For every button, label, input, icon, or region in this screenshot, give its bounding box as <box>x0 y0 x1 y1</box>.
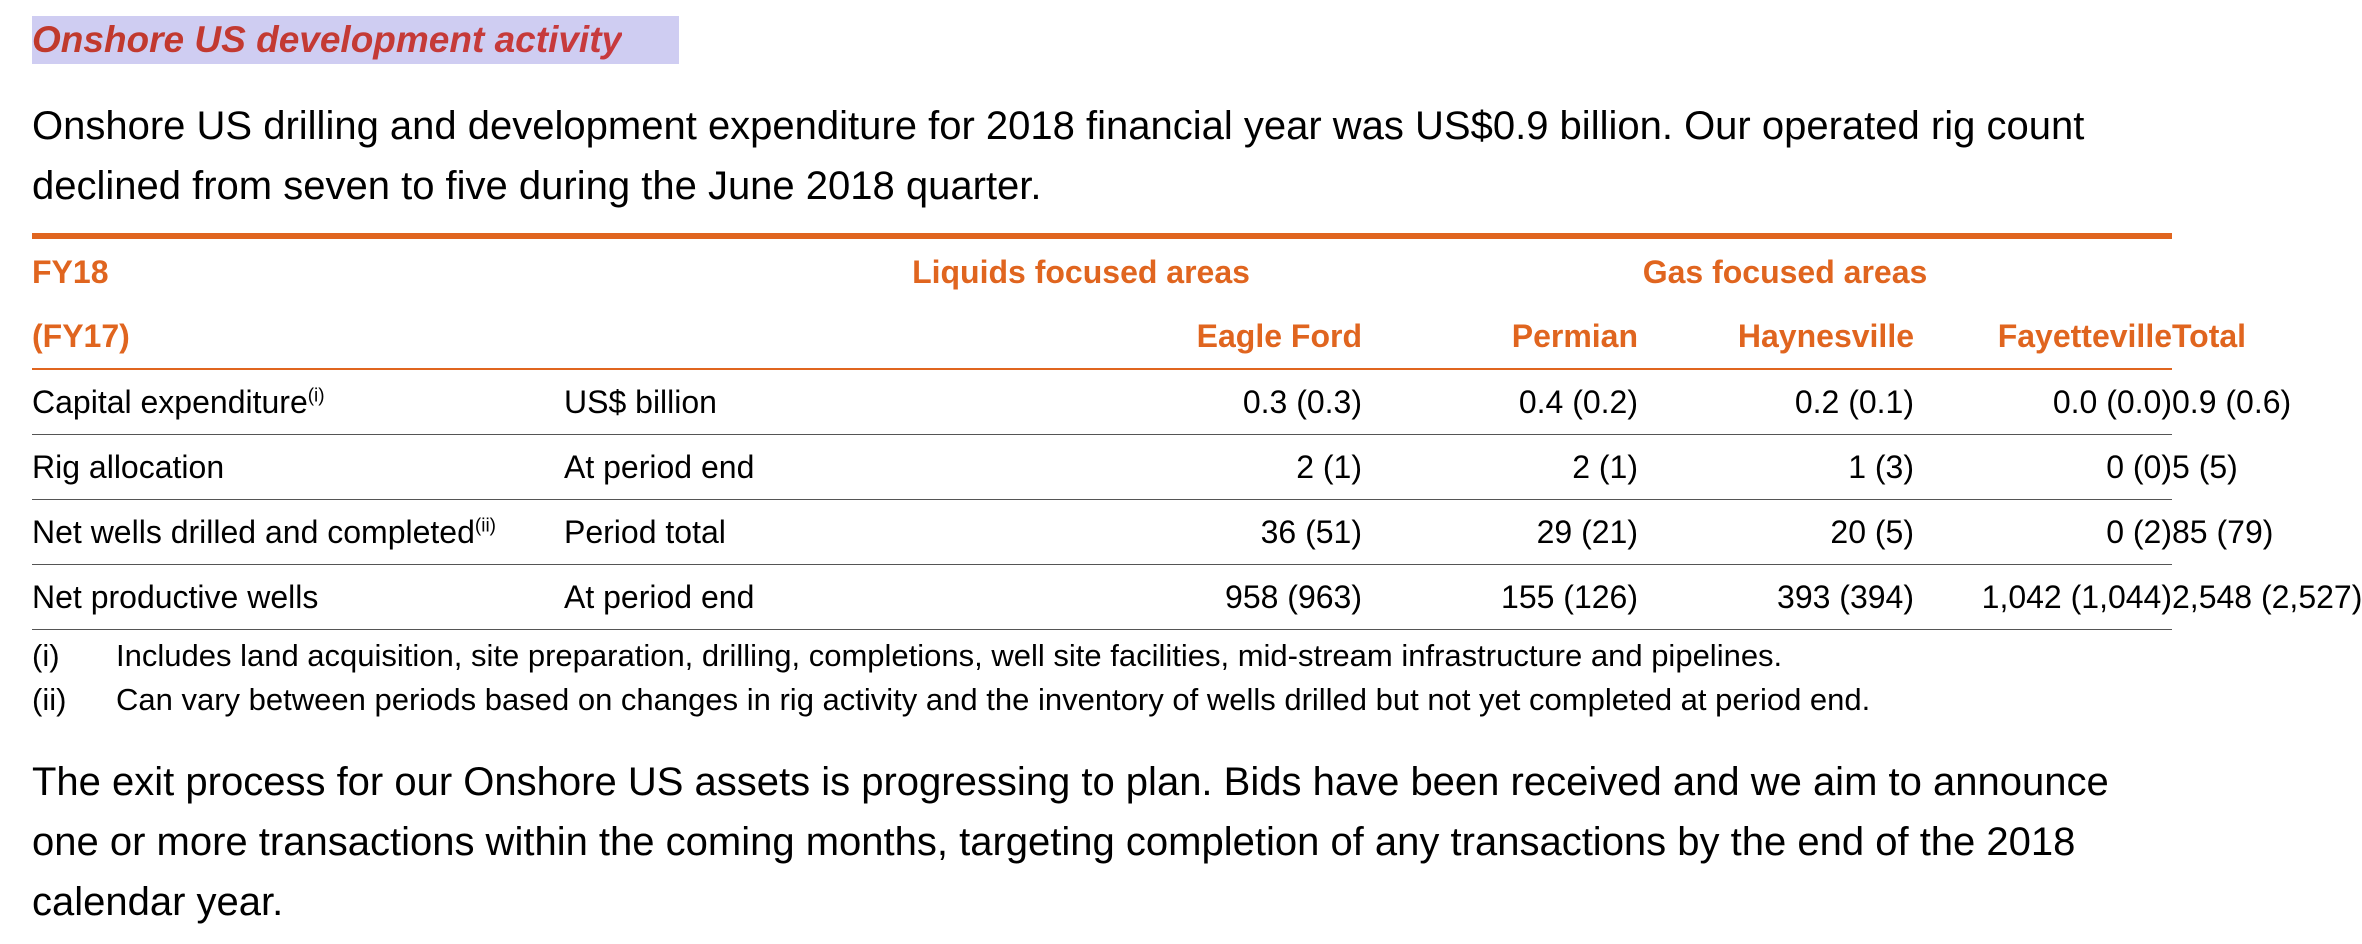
cell-fayetteville: 0 (2) <box>1914 500 2172 565</box>
cell-eagle-ford: 0.3 (0.3) <box>864 369 1362 435</box>
footnote-ref: (ii) <box>474 514 496 536</box>
cell-fayetteville: 0 (0) <box>1914 435 2172 500</box>
footnote-text: Includes land acquisition, site preparation, drilling, completions, well site facilities, mid-stream infrastructure and pipelines. <box>116 638 1783 673</box>
footnote-marker: (i) <box>32 638 60 673</box>
table-row: Capital expenditure$^{(i)}$ US$ billion 0.3 (0.3) 0.4 (0.2) 0.2 (0.1) 0.0 (0.0) 0.9 (0.6) <box>32 369 2172 435</box>
row-unit: US$ billion <box>564 369 864 435</box>
intro-paragraph: Onshore US drilling and development expenditure for 2018 financial year was US$0.9 billion. Our operated rig count declined from seven to five during the June 2018 quarter. <box>32 104 2085 208</box>
section-heading[interactable]: Onshore US development activity <box>32 16 622 64</box>
row-label: Rig allocation <box>32 435 564 500</box>
cell-permian: 155 (126) <box>1362 565 1638 630</box>
row-unit: At period end <box>564 565 864 630</box>
cell-haynesville: 1 (3) <box>1638 435 1914 500</box>
cell-permian: 0.4 (0.2) <box>1362 369 1638 435</box>
cell-permian: 2 (1) <box>1362 435 1638 500</box>
table-row: Net wells drilled and completed$^{(ii)}$ Period total 36 (51) 29 (21) 20 (5) 0 (2) 85 (79) <box>32 500 2172 565</box>
footnote-marker: (ii) <box>32 682 67 717</box>
footnote-item <box>32 634 2172 678</box>
column-header-haynesville: Haynesville <box>1638 305 1914 369</box>
cell-haynesville: 0.2 (0.1) <box>1638 369 1914 435</box>
development-activity-table: FY18 Liquids focused areas Gas focused areas (FY17) Eagle Ford Permian Haynesville Fayetteville Total Capital expenditure$^{(i)}$ US$ billion 0.3 (0.3) 0.4 (0.2) 0.2 (0.1) 0.0 (0.0) 0.9 (0.6) Rig allocation At period end 2 (1) 2 (1) 1 (3) 0 (0) 5 (5) Net wells drilled and completed$^{(ii)}$ Period total 36 (51) 29 (21) 20 (5) 0 (2) 85 (79) Net productive wells At period end 958 (963) 155 (126) 393 (394) 1,042 (1,044) 2,548 (2,527) <box>32 233 2172 630</box>
row-label: Capital expenditure$^{(i)}$ <box>32 369 564 435</box>
row-unit: At period end <box>564 435 864 500</box>
cell-eagle-ford: 36 (51) <box>864 500 1362 565</box>
column-header-permian: Permian <box>1362 305 1638 369</box>
row-label: Net wells drilled and completed$^{(ii)}$ <box>32 500 564 565</box>
section-heading-container <box>32 16 622 64</box>
footnote-item <box>32 678 2172 722</box>
period-current-header: FY18 <box>32 253 109 290</box>
cell-fayetteville: 1,042 (1,044) <box>1914 565 2172 630</box>
footnote-ref: (i) <box>307 384 325 406</box>
footnote-text: Can vary between periods based on changes in rig activity and the inventory of wells drilled but not yet completed at period end. <box>116 682 1871 717</box>
table-row: Rig allocation At period end 2 (1) 2 (1) 1 (3) 0 (0) 5 (5) <box>32 435 2172 500</box>
cell-eagle-ford: 958 (963) <box>864 565 1362 630</box>
period-prior-header: (FY17) <box>32 305 564 369</box>
row-label: Net productive wells <box>32 565 564 630</box>
cell-fayetteville: 0.0 (0.0) <box>1914 369 2172 435</box>
footnotes <box>32 634 2172 722</box>
table-row: Net productive wells At period end 958 (963) 155 (126) 393 (394) 1,042 (1,044) 2,548 (2,527) <box>32 565 2172 630</box>
column-header-fayetteville: Fayetteville <box>1914 305 2172 369</box>
cell-eagle-ford: 2 (1) <box>864 435 1362 500</box>
cell-permian: 29 (21) <box>1362 500 1638 565</box>
liquids-group-header: Liquids focused areas <box>912 253 1250 290</box>
gas-group-header: Gas focused areas <box>1642 253 1928 290</box>
cell-haynesville: 393 (394) <box>1638 565 1914 630</box>
column-header-eagle-ford: Eagle Ford <box>864 305 1362 369</box>
row-unit: Period total <box>564 500 864 565</box>
closing-paragraph: The exit process for our Onshore US assets is progressing to plan. Bids have been received and we aim to announce one or more transactions within the coming months, targeting completion of any transactions by the end of the 2018 calendar year. <box>32 760 2109 924</box>
cell-haynesville: 20 (5) <box>1638 500 1914 565</box>
